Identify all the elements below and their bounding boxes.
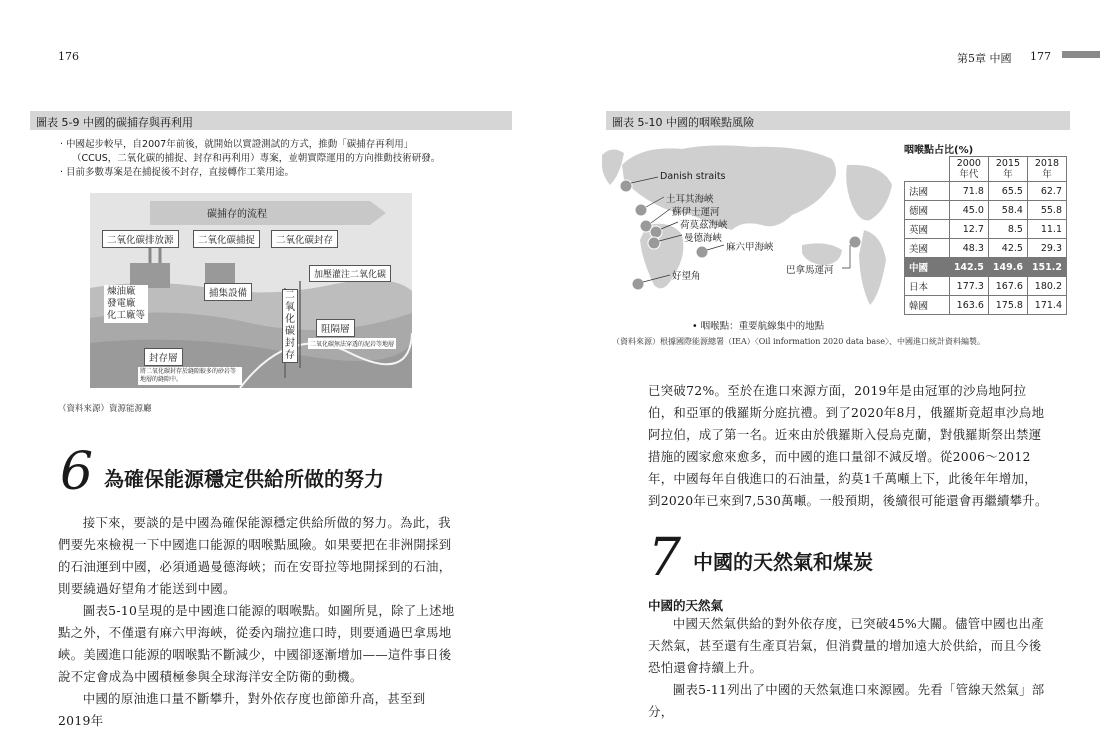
bullet-line: · 中國起步較早，自2007年前後，就開始以實證測試的方式，推動「碳捕存再利用」 [60,139,414,150]
label-strait-of-malacca: 麻六甲海峽 [726,242,774,253]
cell: 48.3 [949,239,988,258]
column-header: 2015 年 [988,157,1027,182]
cell: 65.5 [988,182,1027,201]
row-country: 英國 [905,220,950,239]
label-barrier-layer: 阻隔層 [316,319,355,337]
table-row-highlighted [905,258,1067,277]
paragraph: 圖表5-10呈現的是中國進口能源的咽喉點。如圖所見，除了上述地點之外，不僅還有麻六甲海峽，從委內瑞拉進口時，則要通過巴拿馬地峽。美國進口能源的咽喉點不斷減少，中國卻逐漸增加——這件事日後說不定會成為中國積極參與全球海洋安全防衛的動機。 [58,603,455,684]
table-row [905,182,1067,201]
paragraph: 接下來，要談的是中國為確保能源穩定供給所做的努力。為此，我們要先來檢視一下中國進口能源的咽喉點風險。如果要把在非洲開採到的石油運到中國，必須通過曼德海峽；而在安哥拉等地開採到的石油，則要繞過好望角才能送到中國。 [58,515,452,596]
step-capture: 二氧化碳捕捉 [193,230,260,248]
thumb-tab [1062,51,1100,58]
cell: 171.4 [1027,296,1066,315]
column-header: 2000 年代 [949,157,988,182]
bullet-line: （CCUS，二氧化碳的捕捉、封存和再利用）專案，並朝實際運用的方向推動技術研發。 [72,153,441,164]
row-country: 韓國 [905,296,950,315]
right-page-number: 177 [1030,50,1051,63]
table-row [905,220,1067,239]
label-suez-canal: 蘇伊士運河 [672,207,720,218]
figure-5-10-source: （資料來源）根據國際能源總署（IEA）〈Oil information 2020 data base〉、中國進口統計資料編製。 [612,337,985,346]
cell: 8.5 [988,220,1027,239]
chapter-header: 第5章 中國 [957,52,1012,65]
world-map [602,135,900,315]
left-page-number: 176 [58,50,79,63]
row-country: 法國 [905,182,950,201]
table-row [905,277,1067,296]
cell: 151.2 [1027,258,1066,277]
cell: 149.6 [988,258,1027,277]
label-vertical-storage: 二氧化碳封存 [282,289,298,363]
figure-5-9-bullets [60,138,500,180]
left-body [58,512,458,732]
flow-label: 碳捕存的流程 [207,209,267,220]
table-row [905,201,1067,220]
cell: 71.8 [949,182,988,201]
chokepoint-share-table [904,156,1067,315]
cell: 163.6 [949,296,988,315]
row-country: 日本 [905,277,950,296]
corner-cell [905,157,950,182]
table-header-row [905,157,1067,182]
cell: 58.4 [988,201,1027,220]
label-capture-equipment: 捕集設備 [204,283,252,301]
figure-5-9-title: 圖表 5-9 中國的碳捕存與再利用 [30,111,512,130]
table-title: 咽喉點占比(%) [904,145,974,156]
map-legend: • 咽喉點：重要航線集中的地點 [692,321,825,332]
right-continuation [648,380,1048,512]
label-danish-straits: Danish straits [660,171,726,182]
table-row [905,296,1067,315]
label-barrier-note: 二氧化碳無法穿透的泥岩等地層 [308,338,396,349]
paragraph: 已突破72%。至於在進口來源方面，2019年是由冠軍的沙烏地阿拉伯，和亞軍的俄羅斯分庭抗禮。到了2020年8月，俄羅斯竟超車沙烏地阿拉伯，成了第一名。近來由於俄羅斯入侵烏克蘭，對俄羅斯祭出禁運措施的國家愈來愈多，而中國的進口量卻不減反增。從2006～2012年，中國每年自俄進口的石油量，約莫1千萬噸上下，此後年年增加，到2020年已來到7,530萬噸。一般預期，後續很可能還會再繼續攀升。 [648,383,1048,508]
ccs-diagram [90,193,412,388]
cell: 45.0 [949,201,988,220]
cell: 42.5 [988,239,1027,258]
bullet-line: · 目前多數專案是在捕捉後不封存，直接轉作工業用途。 [60,167,295,178]
label-bab-el-mandeb: 曼德海峽 [684,233,723,244]
label-turkish-straits: 土耳其海峽 [666,194,714,205]
cell: 55.8 [1027,201,1066,220]
section-6-title: 為確保能源穩定供給所做的努力 [104,467,384,491]
cell: 12.7 [949,220,988,239]
figure-5-10-title: 圖表 5-10 中國的咽喉點風險 [606,111,1070,130]
label-panama-canal: 巴拿馬運河 [786,265,834,276]
paragraph: 中國的原油進口量不斷攀升，對外依存度也節節升高，甚至到2019年 [58,691,426,728]
step-storage: 二氧化碳封存 [271,230,338,248]
label-strait-of-hormuz: 荷莫茲海峽 [680,220,728,231]
section-7-number: 7 [648,528,682,588]
label-sources: 煉油廠 發電廠 化工廠等 [104,285,148,323]
cell: 62.7 [1027,182,1066,201]
figure-5-9-source: （資料來源）資源能源廳 [58,404,152,414]
cell: 177.3 [949,277,988,296]
section-7-title: 中國的天然氣和煤炭 [693,550,873,574]
cell: 29.3 [1027,239,1066,258]
chokepoint-markers [602,135,900,315]
cell: 180.2 [1027,277,1066,296]
right-body [648,613,1048,723]
label-storage-layer: 封存層 [144,348,183,366]
row-country: 中國 [905,258,950,277]
column-header: 2018 年 [1027,157,1066,182]
cell: 142.5 [949,258,988,277]
cell: 11.1 [1027,220,1066,239]
row-country: 美國 [905,239,950,258]
section-6-number: 6 [60,442,94,502]
step-emission-source: 二氧化碳排放源 [102,230,179,248]
subsection-title: 中國的天然氣 [648,598,724,613]
cell: 167.6 [988,277,1027,296]
table-row [905,239,1067,258]
label-storage-note: 將二氧化碳封存於縫隙較多的砂岩等地層的縫隙中。 [138,367,242,385]
paragraph: 圖表5-11列出了中國的天然氣進口來源國。先看「管線天然氣」部分， [648,682,1045,719]
label-injection: 加壓灌注二氧化碳 [309,265,391,282]
label-cape-of-good-hope: 好望角 [672,271,701,282]
row-country: 德國 [905,201,950,220]
cell: 175.8 [988,296,1027,315]
paragraph: 中國天然氣供給的對外依存度，已突破45%大關。儘管中國也出產天然氣，甚至還有生產頁岩氣，但消費量的增加遠大於供給，而且今後恐怕還會持續上升。 [648,616,1044,675]
